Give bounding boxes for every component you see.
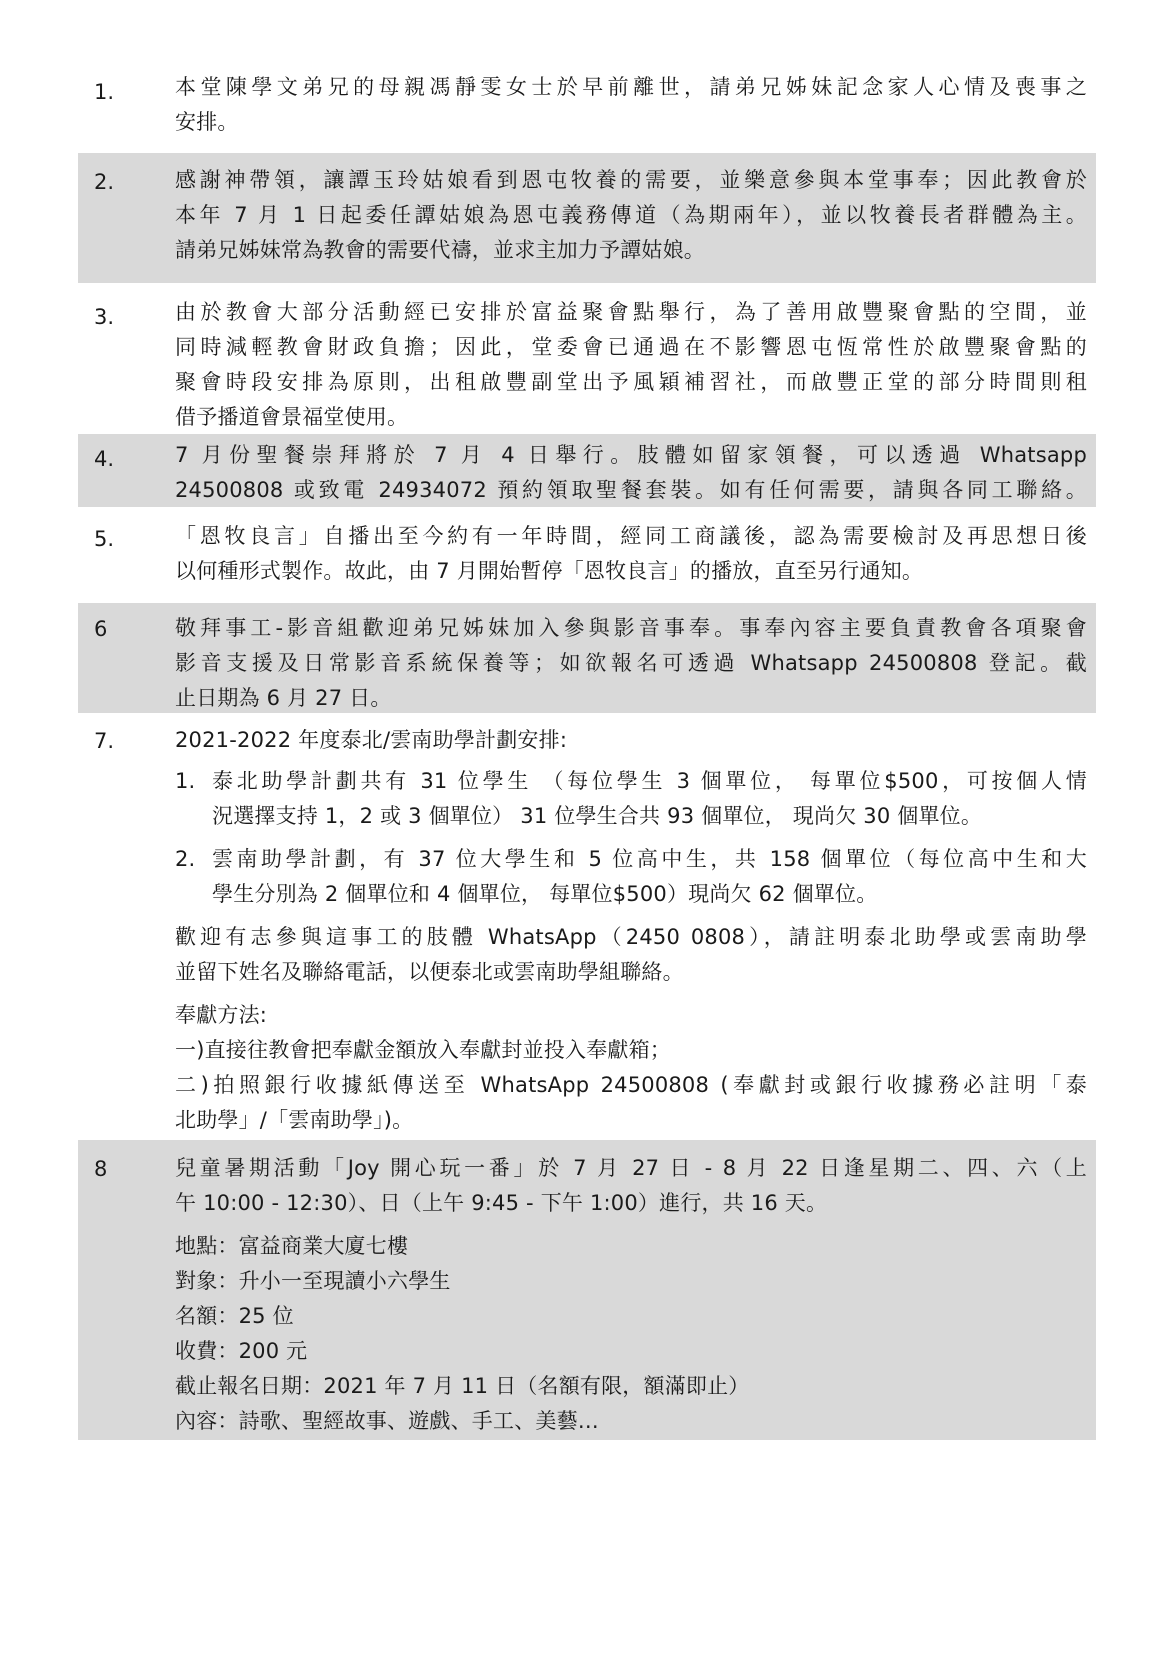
item-number: 7. — [94, 729, 115, 753]
sub-item-text-line: 雲南助學計劃，有 37 位大學生和 5 位高中生，共 158 個單位（每位高中生和大 — [212, 847, 1087, 871]
notice-item-5 — [78, 516, 1096, 594]
sub-item-text-line: 泰北助學計劃共有 31 位學生 （每位學生 3 個單位， 每單位$500，可按個人情 — [212, 769, 1087, 793]
sub-item-2 — [175, 842, 1087, 912]
sub-item-number: 2. — [175, 847, 196, 871]
notice-item-7 — [78, 720, 1096, 1138]
item-number: 1. — [94, 80, 115, 104]
item-number: 4. — [94, 447, 115, 471]
item-number: 5. — [94, 527, 115, 551]
item-text-line: 由於教會大部分活動經已安排於富益聚會點舉行，為了善用啟豐聚會點的空間，並 — [175, 300, 1087, 324]
activity-detail-deadline: 截止報名日期：2021 年 7 月 11 日（名額有限，額滿即止） — [175, 1374, 750, 1398]
offering-method-line: 北助學」/「雲南助學」)。 — [175, 1108, 414, 1132]
activity-detail-content: 內容：詩歌、聖經故事、遊戲、手工、美藝… — [175, 1409, 599, 1433]
item-text-line: 請弟兄姊妹常為教會的需要代禱，並求主加力予譚姑娘。 — [175, 238, 705, 262]
activity-detail-fee: 收費：200 元 — [175, 1339, 308, 1363]
item-text-line: 以何種形式製作。故此，由 7 月開始暫停「恩牧良言」的播放，直至另行通知。 — [175, 559, 924, 583]
activity-detail-quota: 名額：25 位 — [175, 1304, 294, 1328]
sub-item-text-line: 況選擇支持 1，2 或 3 個單位） 31 位學生合共 93 個單位， 現尚欠 30 個單位。 — [212, 804, 983, 828]
item-text-line: 7 月份聖餐崇拜將於 7 月 4 日舉行。肢體如留家領餐，可以透過 Whatsapp — [175, 443, 1087, 467]
sub-item-1 — [175, 764, 1087, 834]
notice-item-8 — [78, 1140, 1096, 1440]
item-text-line: 止日期為 6 月 27 日。 — [175, 686, 392, 710]
offering-title: 奉獻方法: — [175, 1003, 268, 1027]
item-number: 8 — [94, 1157, 108, 1181]
activity-detail-target: 對象：升小一至現讀小六學生 — [175, 1269, 451, 1293]
offering-method-line: 一)直接往教會把奉獻金額放入奉獻封並投入奉獻箱； — [175, 1038, 671, 1062]
notice-item-1 — [78, 68, 1096, 144]
item-text-line: 敬拜事工-影音組歡迎弟兄姊妹加入參與影音事奉。事奉內容主要負責教會各項聚會 — [175, 616, 1087, 640]
sub-item-text-line: 學生分別為 2 個單位和 4 個單位， 每單位$500）現尚欠 62 個單位。 — [212, 882, 878, 906]
notice-item-2 — [78, 153, 1096, 283]
item-number: 2. — [94, 170, 115, 194]
item-text-line: 「恩牧良言」自播出至今約有一年時間，經同工商議後，認為需要檢討及再思想日後 — [175, 524, 1087, 548]
activity-detail-location: 地點：富益商業大廈七樓 — [175, 1234, 409, 1258]
item-intro: 2021-2022 年度泰北/雲南助學計劃安排: — [175, 728, 568, 752]
sub-item-number: 1. — [175, 769, 196, 793]
item-text-line: 聚會時段安排為原則，出租啟豐副堂出予風穎補習社，而啟豐正堂的部分時間則租 — [175, 370, 1087, 394]
item-text-line: 影音支援及日常影音系統保養等；如欲報名可透過 Whatsapp 24500808 登記。截 — [175, 651, 1087, 675]
contact-text-line: 並留下姓名及聯絡電話，以便泰北或雲南助學組聯絡。 — [175, 960, 684, 984]
notice-item-6 — [78, 603, 1096, 713]
notice-item-4 — [78, 434, 1096, 507]
item-text-line: 感謝神帶領，讓譚玉玲姑娘看到恩屯牧養的需要，並樂意參與本堂事奉；因此教會於 — [175, 168, 1087, 192]
item-text-line: 借予播道會景福堂使用。 — [175, 405, 409, 429]
item-text-line: 同時減輕教會財政負擔；因此，堂委會已通過在不影響恩屯恆常性於啟豐聚會點的 — [175, 335, 1087, 359]
item-number: 3. — [94, 305, 115, 329]
notice-item-3 — [78, 292, 1096, 432]
item-text-line: 本堂陳學文弟兄的母親馮靜雯女士於早前離世，請弟兄姊妹記念家人心情及喪事之 — [175, 75, 1087, 99]
contact-text-line: 歡迎有志參與這事工的肢體 WhatsApp（2450 0808），請註明泰北助學或雲南助學 — [175, 925, 1087, 949]
item-text-line: 兒童暑期活動「Joy 開心玩一番」於 7 月 27 日 - 8 月 22 日逢星期二、四、六（上 — [175, 1156, 1087, 1180]
offering-method-line: 二)拍照銀行收據紙傳送至 WhatsApp 24500808 (奉獻封或銀行收據務必註明「泰 — [175, 1073, 1087, 1097]
item-text-line: 本年 7 月 1 日起委任譚姑娘為恩屯義務傳道（為期兩年），並以牧養長者群體為主。 — [175, 203, 1087, 227]
item-text-line: 安排。 — [175, 110, 239, 134]
item-number: 6 — [94, 617, 108, 641]
item-text-line: 24500808 或致電 24934072 預約領取聖餐套裝。如有任何需要，請與各同工聯絡。 — [175, 478, 1087, 502]
item-text-line: 午 10:00 - 12:30）、日（上午 9:45 - 下午 1:00）進行，共 16 天。 — [175, 1191, 828, 1215]
